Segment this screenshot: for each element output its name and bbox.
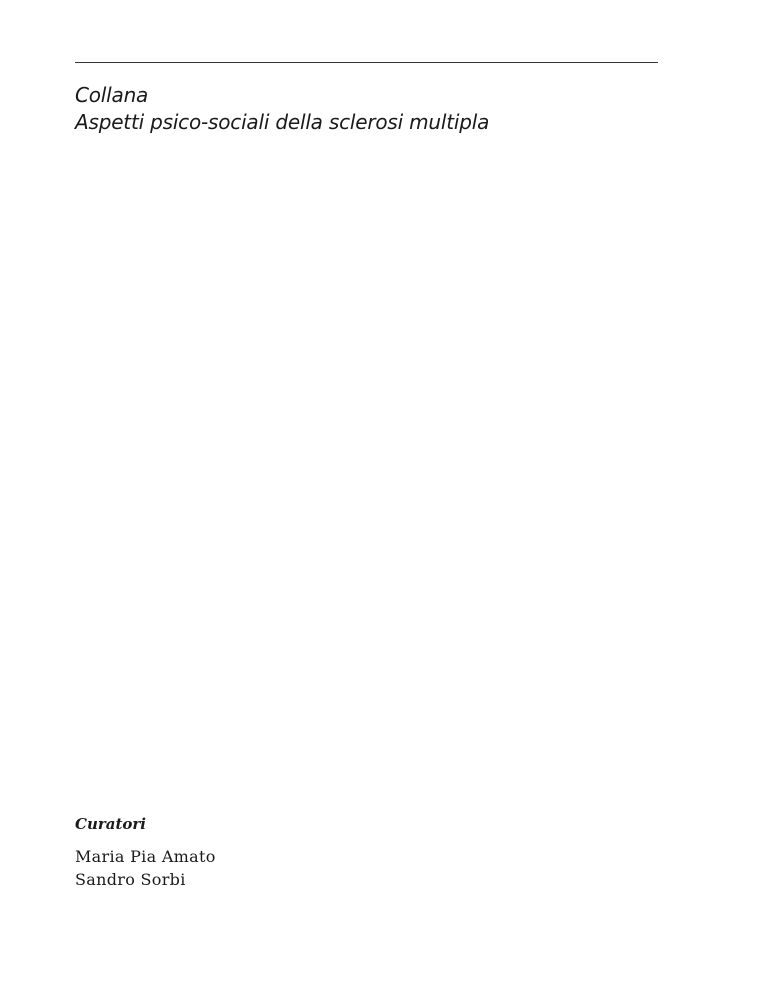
editors-heading: Curatori (75, 815, 147, 833)
series-label: Collana (75, 83, 149, 107)
series-block (75, 82, 489, 136)
series-title: Aspetti psico-sociali della sclerosi multipla (75, 110, 490, 134)
editor-name: Sandro Sorbi (75, 870, 186, 889)
editors-block (75, 814, 216, 891)
editor-name: Maria Pia Amato (75, 847, 216, 866)
top-rule (75, 62, 658, 63)
